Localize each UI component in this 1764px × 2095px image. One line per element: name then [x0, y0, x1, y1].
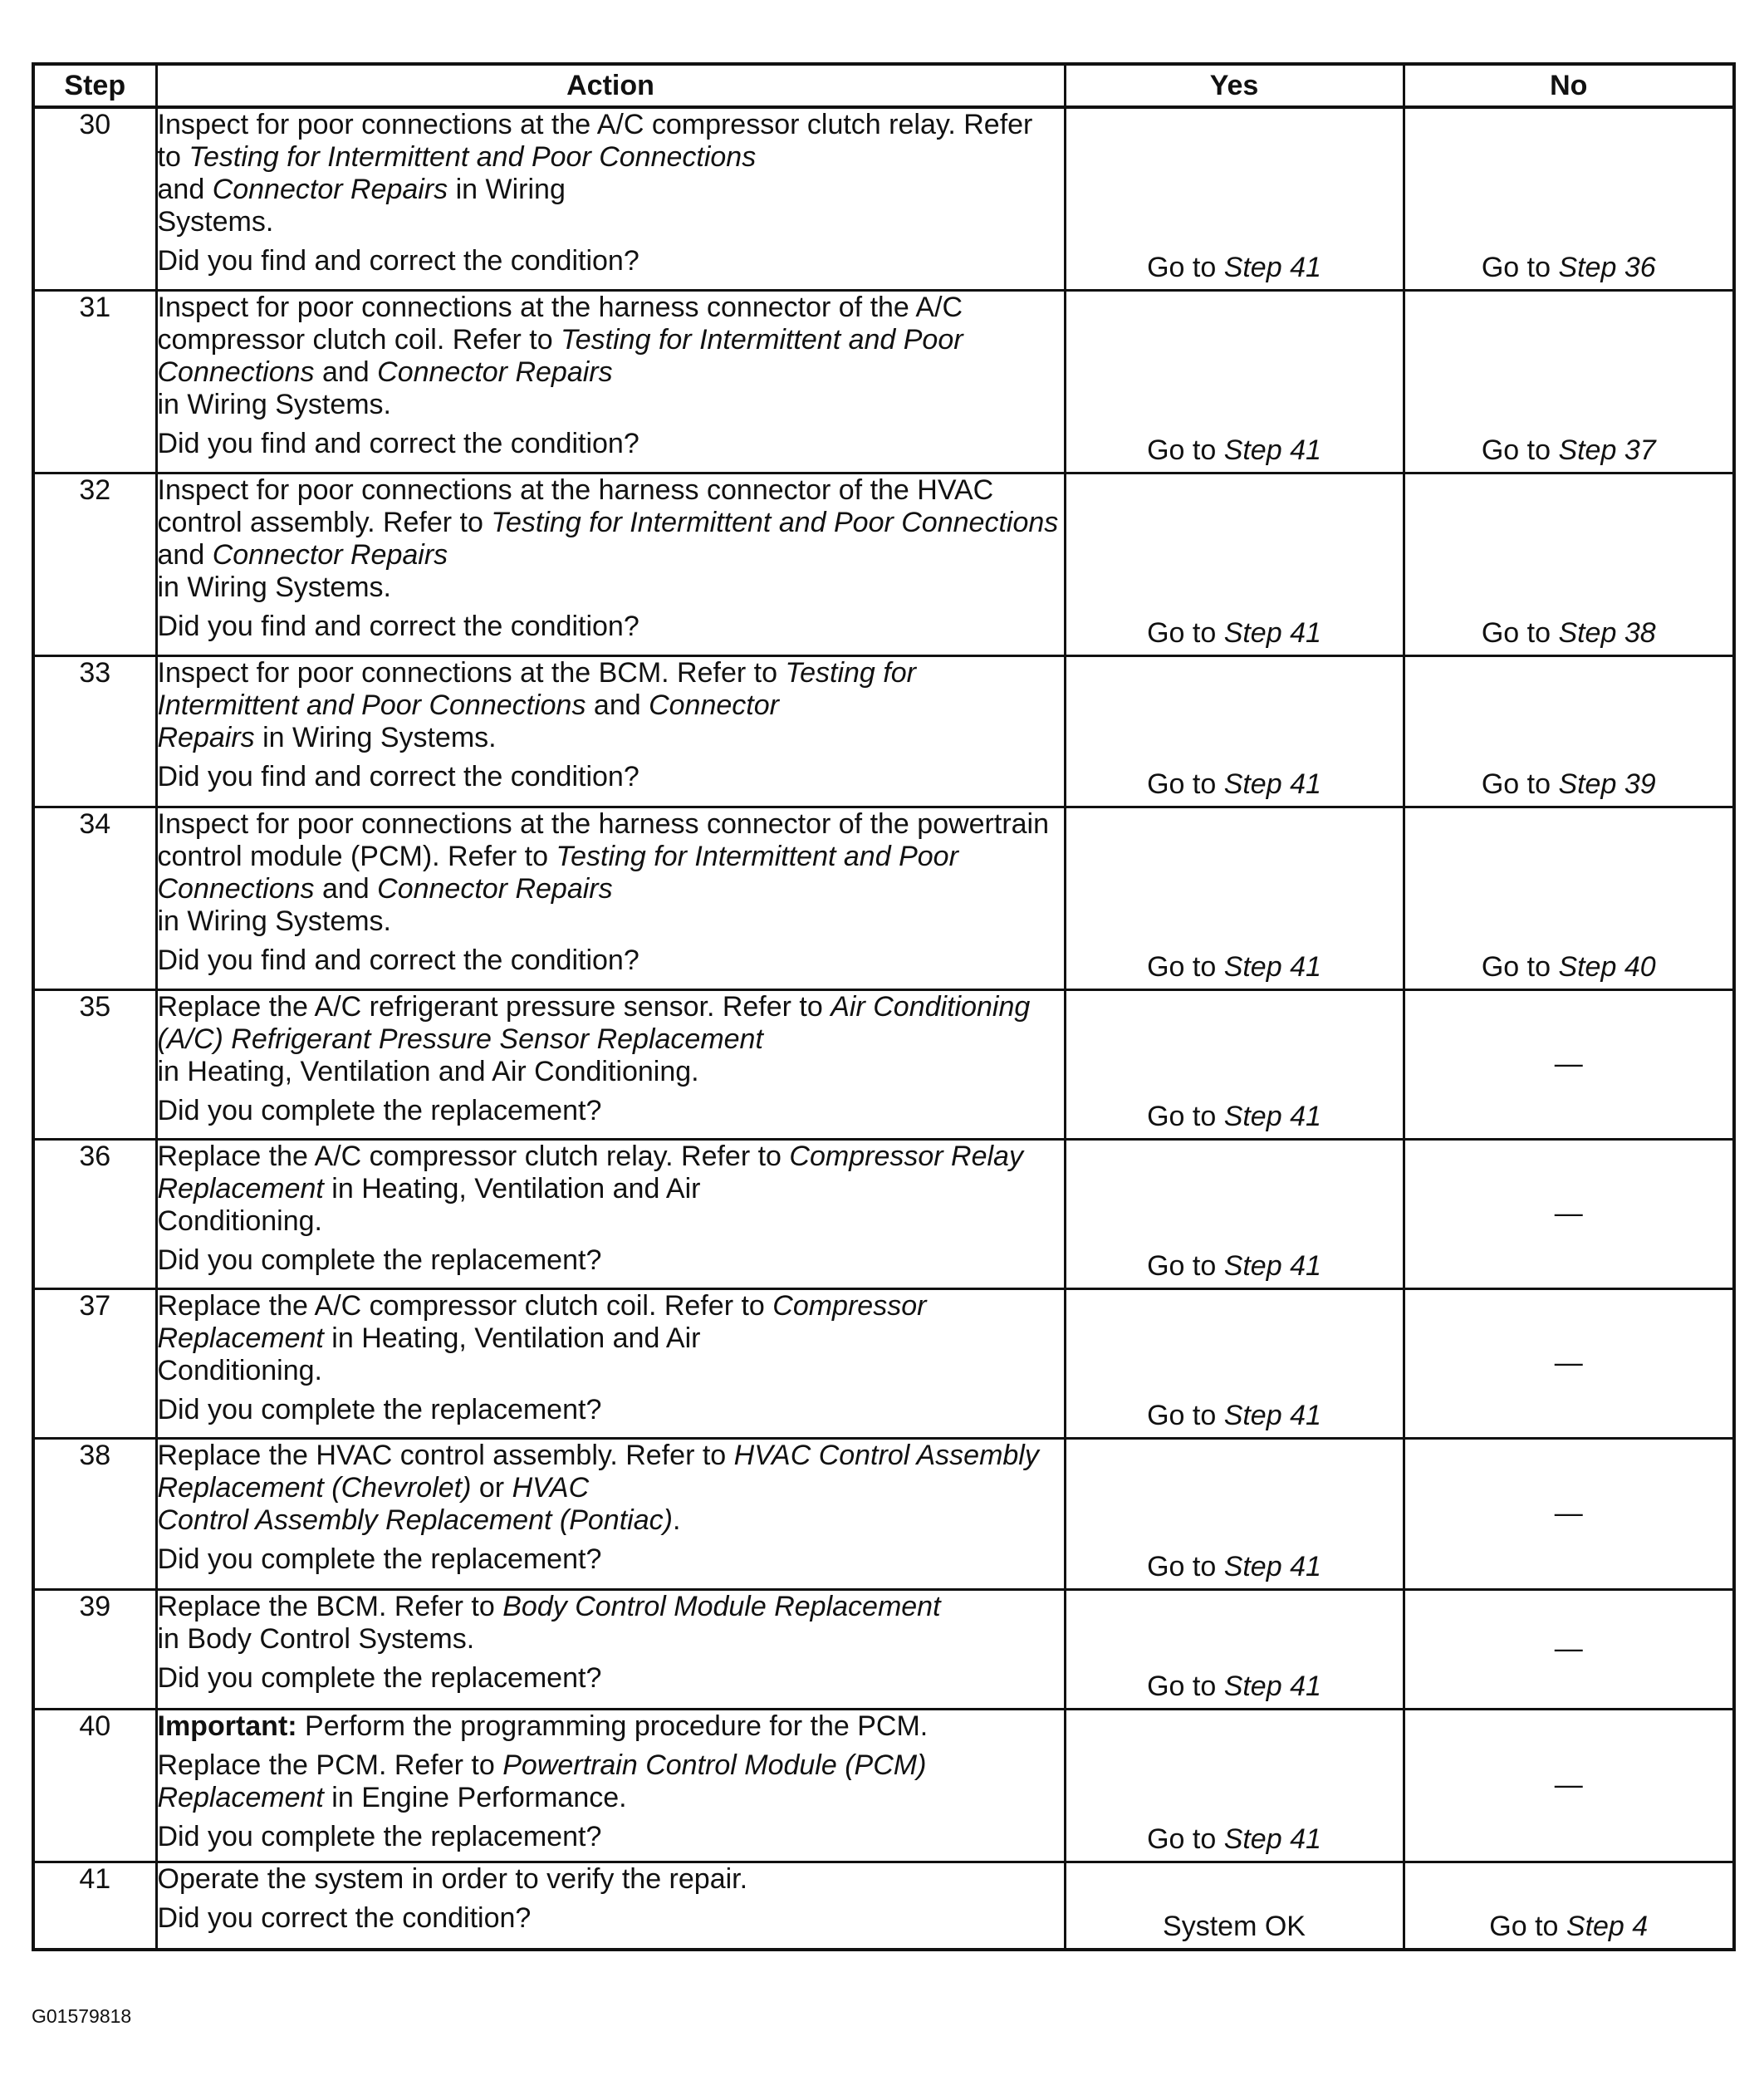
no-result: [1405, 951, 1733, 984]
action-question: Did you correct the condition?: [157, 1901, 532, 1934]
action-instruction: Inspect for poor connections at the harness connector of the powertrain control module (PCM). Refer to Testing for Intermittent and Poor Connections and Connector Repairs in Wiring Systems.: [157, 807, 1050, 937]
action-question: Did you complete the replacement?: [157, 1543, 602, 1575]
table-row: [33, 989, 1734, 1139]
yes-result: [1066, 434, 1403, 467]
no-cell: [1404, 1709, 1734, 1862]
step-number: 34: [33, 807, 156, 989]
no-cell: [1404, 1438, 1734, 1589]
action-cell: [156, 1288, 1065, 1438]
step-number: 38: [33, 1438, 156, 1589]
yes-go-to-label: Go to: [1147, 950, 1224, 983]
no-step-reference: Step 38: [1558, 616, 1656, 649]
action-question: Did you complete the replacement?: [157, 1094, 602, 1126]
no-cell: [1404, 1589, 1734, 1709]
action-question: Did you complete the replacement?: [157, 1393, 602, 1425]
no-result: —: [1554, 1197, 1583, 1229]
no-step-reference: Step 40: [1558, 950, 1656, 983]
no-result: [1405, 617, 1733, 650]
step-number: 33: [33, 655, 156, 807]
action-instruction: Inspect for poor connections at the A/C compressor clutch relay. Refer to Testing for Intermittent and Poor Connections and Connector Repairs in Wiring Systems.: [157, 109, 1033, 238]
action-question: Did you find and correct the condition?: [157, 760, 639, 792]
no-cell: [1404, 655, 1734, 807]
yes-result: [1066, 1823, 1403, 1856]
action-question: Did you find and correct the condition?: [157, 245, 639, 277]
action-cell: [156, 107, 1065, 290]
no-go-to-label: Go to: [1489, 1911, 1566, 1942]
yes-go-to-label: Go to: [1147, 251, 1224, 283]
action-instruction: Operate the system in order to verify the repair.: [157, 1862, 748, 1895]
no-cell: [1404, 473, 1734, 655]
table-row: [33, 1589, 1734, 1709]
table-row: [33, 1438, 1734, 1589]
action-cell: [156, 807, 1065, 989]
no-go-to-label: Go to: [1481, 768, 1559, 800]
important-note: [158, 1710, 1064, 1743]
no-result: [1405, 252, 1733, 284]
table-row: [33, 107, 1734, 290]
no-result: [1405, 434, 1733, 467]
yes-go-to-label: Go to: [1147, 616, 1224, 649]
yes-cell: [1065, 1139, 1404, 1288]
yes-go-to-label: Go to: [1147, 1823, 1224, 1855]
yes-step-reference: Step 41: [1223, 1249, 1321, 1282]
action-instruction: Inspect for poor connections at the harness connector of the A/C compressor clutch coil. Refer to Testing for Intermittent and Poor Connections and Connector Repairs in Wiring Systems.: [157, 291, 963, 420]
action-instruction: Replace the A/C compressor clutch relay. Refer to Compressor Relay Replacement in Heating, Ventilation and Air Conditioning.: [157, 1140, 1023, 1237]
action-instruction: Replace the PCM. Refer to Powertrain Control Module (PCM) Replacement in Engine Performance.: [157, 1749, 927, 1813]
diagnostic-steps-table: [32, 62, 1736, 1951]
no-result: —: [1554, 1632, 1583, 1665]
action-cell: [156, 290, 1065, 473]
action-instruction: Inspect for poor connections at the harness connector of the HVAC control assembly. Refer to Testing for Intermittent and Poor Connections and Connector Repairs in Wiring Systems.: [157, 473, 1059, 603]
action-cell: [156, 1709, 1065, 1862]
no-result: [1405, 768, 1733, 801]
action-cell: [156, 1862, 1065, 1950]
table-row: [33, 290, 1734, 473]
no-cell: [1404, 807, 1734, 989]
yes-go-to-label: Go to: [1147, 1100, 1224, 1132]
action-cell: [156, 1139, 1065, 1288]
no-step-reference: Step 37: [1558, 434, 1656, 466]
action-instruction: Replace the HVAC control assembly. Refer to HVAC Control Assembly Replacement (Chevrolet) or HVAC Control Assembly Replacement (Pontiac).: [157, 1439, 1039, 1536]
yes-step-reference: Step 41: [1223, 1550, 1321, 1582]
yes-cell: [1065, 807, 1404, 989]
table-row: [33, 1862, 1734, 1950]
yes-step-reference: Step 41: [1223, 1100, 1321, 1132]
step-number: 30: [33, 107, 156, 290]
action-question: Did you complete the replacement?: [157, 1820, 602, 1852]
yes-result: [1066, 1671, 1403, 1703]
table-row: [33, 807, 1734, 989]
step-number: 40: [33, 1709, 156, 1862]
no-step-reference: Step 36: [1558, 251, 1656, 283]
no-go-to-label: Go to: [1481, 434, 1559, 466]
no-cell: [1404, 1288, 1734, 1438]
yes-cell: [1065, 989, 1404, 1139]
step-number: 31: [33, 290, 156, 473]
table-body: [33, 107, 1734, 1950]
action-question: Did you find and correct the condition?: [157, 944, 639, 976]
action-cell: [156, 989, 1065, 1139]
action-instruction: Inspect for poor connections at the BCM. Refer to Testing for Intermittent and Poor Connections and Connector Repairs in Wiring Systems.: [157, 656, 916, 753]
no-go-to-label: Go to: [1481, 950, 1559, 983]
no-result: —: [1554, 1347, 1583, 1379]
yes-result: [1066, 1400, 1403, 1432]
yes-result: [1066, 768, 1403, 801]
yes-step-reference: Step 41: [1223, 1399, 1321, 1431]
action-question: Did you find and correct the condition?: [157, 610, 639, 642]
action-question: Did you complete the replacement?: [157, 1244, 602, 1276]
action-question: Did you find and correct the condition?: [157, 427, 639, 459]
action-cell: [156, 1438, 1065, 1589]
table-row: [33, 655, 1734, 807]
step-number: 36: [33, 1139, 156, 1288]
yes-cell: [1065, 1288, 1404, 1438]
yes-cell: [1065, 107, 1404, 290]
figure-code: G01579818: [32, 2005, 132, 2027]
yes-cell: [1065, 1438, 1404, 1589]
step-number: 41: [33, 1862, 156, 1950]
yes-cell: [1065, 655, 1404, 807]
no-result: [1405, 1911, 1733, 1943]
yes-go-to-label: Go to: [1147, 1670, 1224, 1702]
step-number: 32: [33, 473, 156, 655]
no-cell: [1404, 107, 1734, 290]
no-result: —: [1554, 1497, 1583, 1529]
table-row: [33, 1288, 1734, 1438]
yes-go-to-label: Go to: [1147, 434, 1224, 466]
no-go-to-label: Go to: [1481, 616, 1559, 649]
important-label: Important:: [157, 1710, 297, 1742]
action-instruction: Replace the A/C refrigerant pressure sensor. Refer to Air Conditioning (A/C) Refrigerant Pressure Sensor Replacement in Heating, Ventilation and Air Conditioning.: [157, 990, 1031, 1087]
yes-step-reference: Step 41: [1223, 1670, 1321, 1702]
yes-result: [1066, 951, 1403, 984]
table-header-row: [33, 64, 1734, 107]
no-result: —: [1554, 1769, 1583, 1801]
step-number: 35: [33, 989, 156, 1139]
no-cell: [1404, 1862, 1734, 1950]
yes-step-reference: Step 41: [1223, 251, 1321, 283]
action-question: Did you complete the replacement?: [157, 1661, 602, 1694]
no-step-reference: Step 39: [1558, 768, 1656, 800]
yes-cell: [1065, 1862, 1404, 1950]
table-row: [33, 473, 1734, 655]
table-row: [33, 1709, 1734, 1862]
yes-cell: [1065, 290, 1404, 473]
no-cell: [1404, 1139, 1734, 1288]
yes-result: [1066, 1250, 1403, 1283]
yes-step-reference: Step 41: [1223, 768, 1321, 800]
yes-result: [1066, 252, 1403, 284]
no-cell: [1404, 989, 1734, 1139]
yes-cell: [1065, 473, 1404, 655]
table-row: [33, 1139, 1734, 1288]
header-no: No: [1404, 64, 1734, 107]
yes-result: [1066, 1101, 1403, 1133]
step-number: 37: [33, 1288, 156, 1438]
yes-go-to-label: Go to: [1147, 1550, 1224, 1582]
yes-step-reference: Step 41: [1223, 434, 1321, 466]
yes-step-reference: Step 41: [1223, 1823, 1321, 1855]
no-cell: [1404, 290, 1734, 473]
header-action: Action: [156, 64, 1065, 107]
action-instruction: Replace the BCM. Refer to Body Control Module Replacement in Body Control Systems.: [157, 1590, 941, 1655]
yes-result: [1066, 1551, 1403, 1583]
no-go-to-label: Go to: [1481, 251, 1559, 283]
yes-step-reference: Step 41: [1223, 616, 1321, 649]
yes-result: [1066, 617, 1403, 650]
yes-go-to-label: Go to: [1147, 1249, 1224, 1282]
important-text: Perform the programming procedure for the PCM.: [296, 1710, 929, 1742]
yes-go-to-label: Go to: [1147, 768, 1224, 800]
yes-result: System OK: [1163, 1911, 1306, 1942]
no-step-reference: Step 4: [1566, 1911, 1649, 1942]
action-cell: [156, 655, 1065, 807]
yes-step-reference: Step 41: [1223, 950, 1321, 983]
header-step: Step: [33, 64, 156, 107]
no-result: —: [1554, 1048, 1583, 1080]
action-instruction: Replace the A/C compressor clutch coil. Refer to Compressor Replacement in Heating, Ventilation and Air Conditioning.: [157, 1289, 927, 1386]
action-cell: [156, 473, 1065, 655]
yes-cell: [1065, 1589, 1404, 1709]
yes-go-to-label: Go to: [1147, 1399, 1224, 1431]
yes-cell: [1065, 1709, 1404, 1862]
step-number: 39: [33, 1589, 156, 1709]
action-cell: [156, 1589, 1065, 1709]
header-yes: Yes: [1065, 64, 1404, 107]
